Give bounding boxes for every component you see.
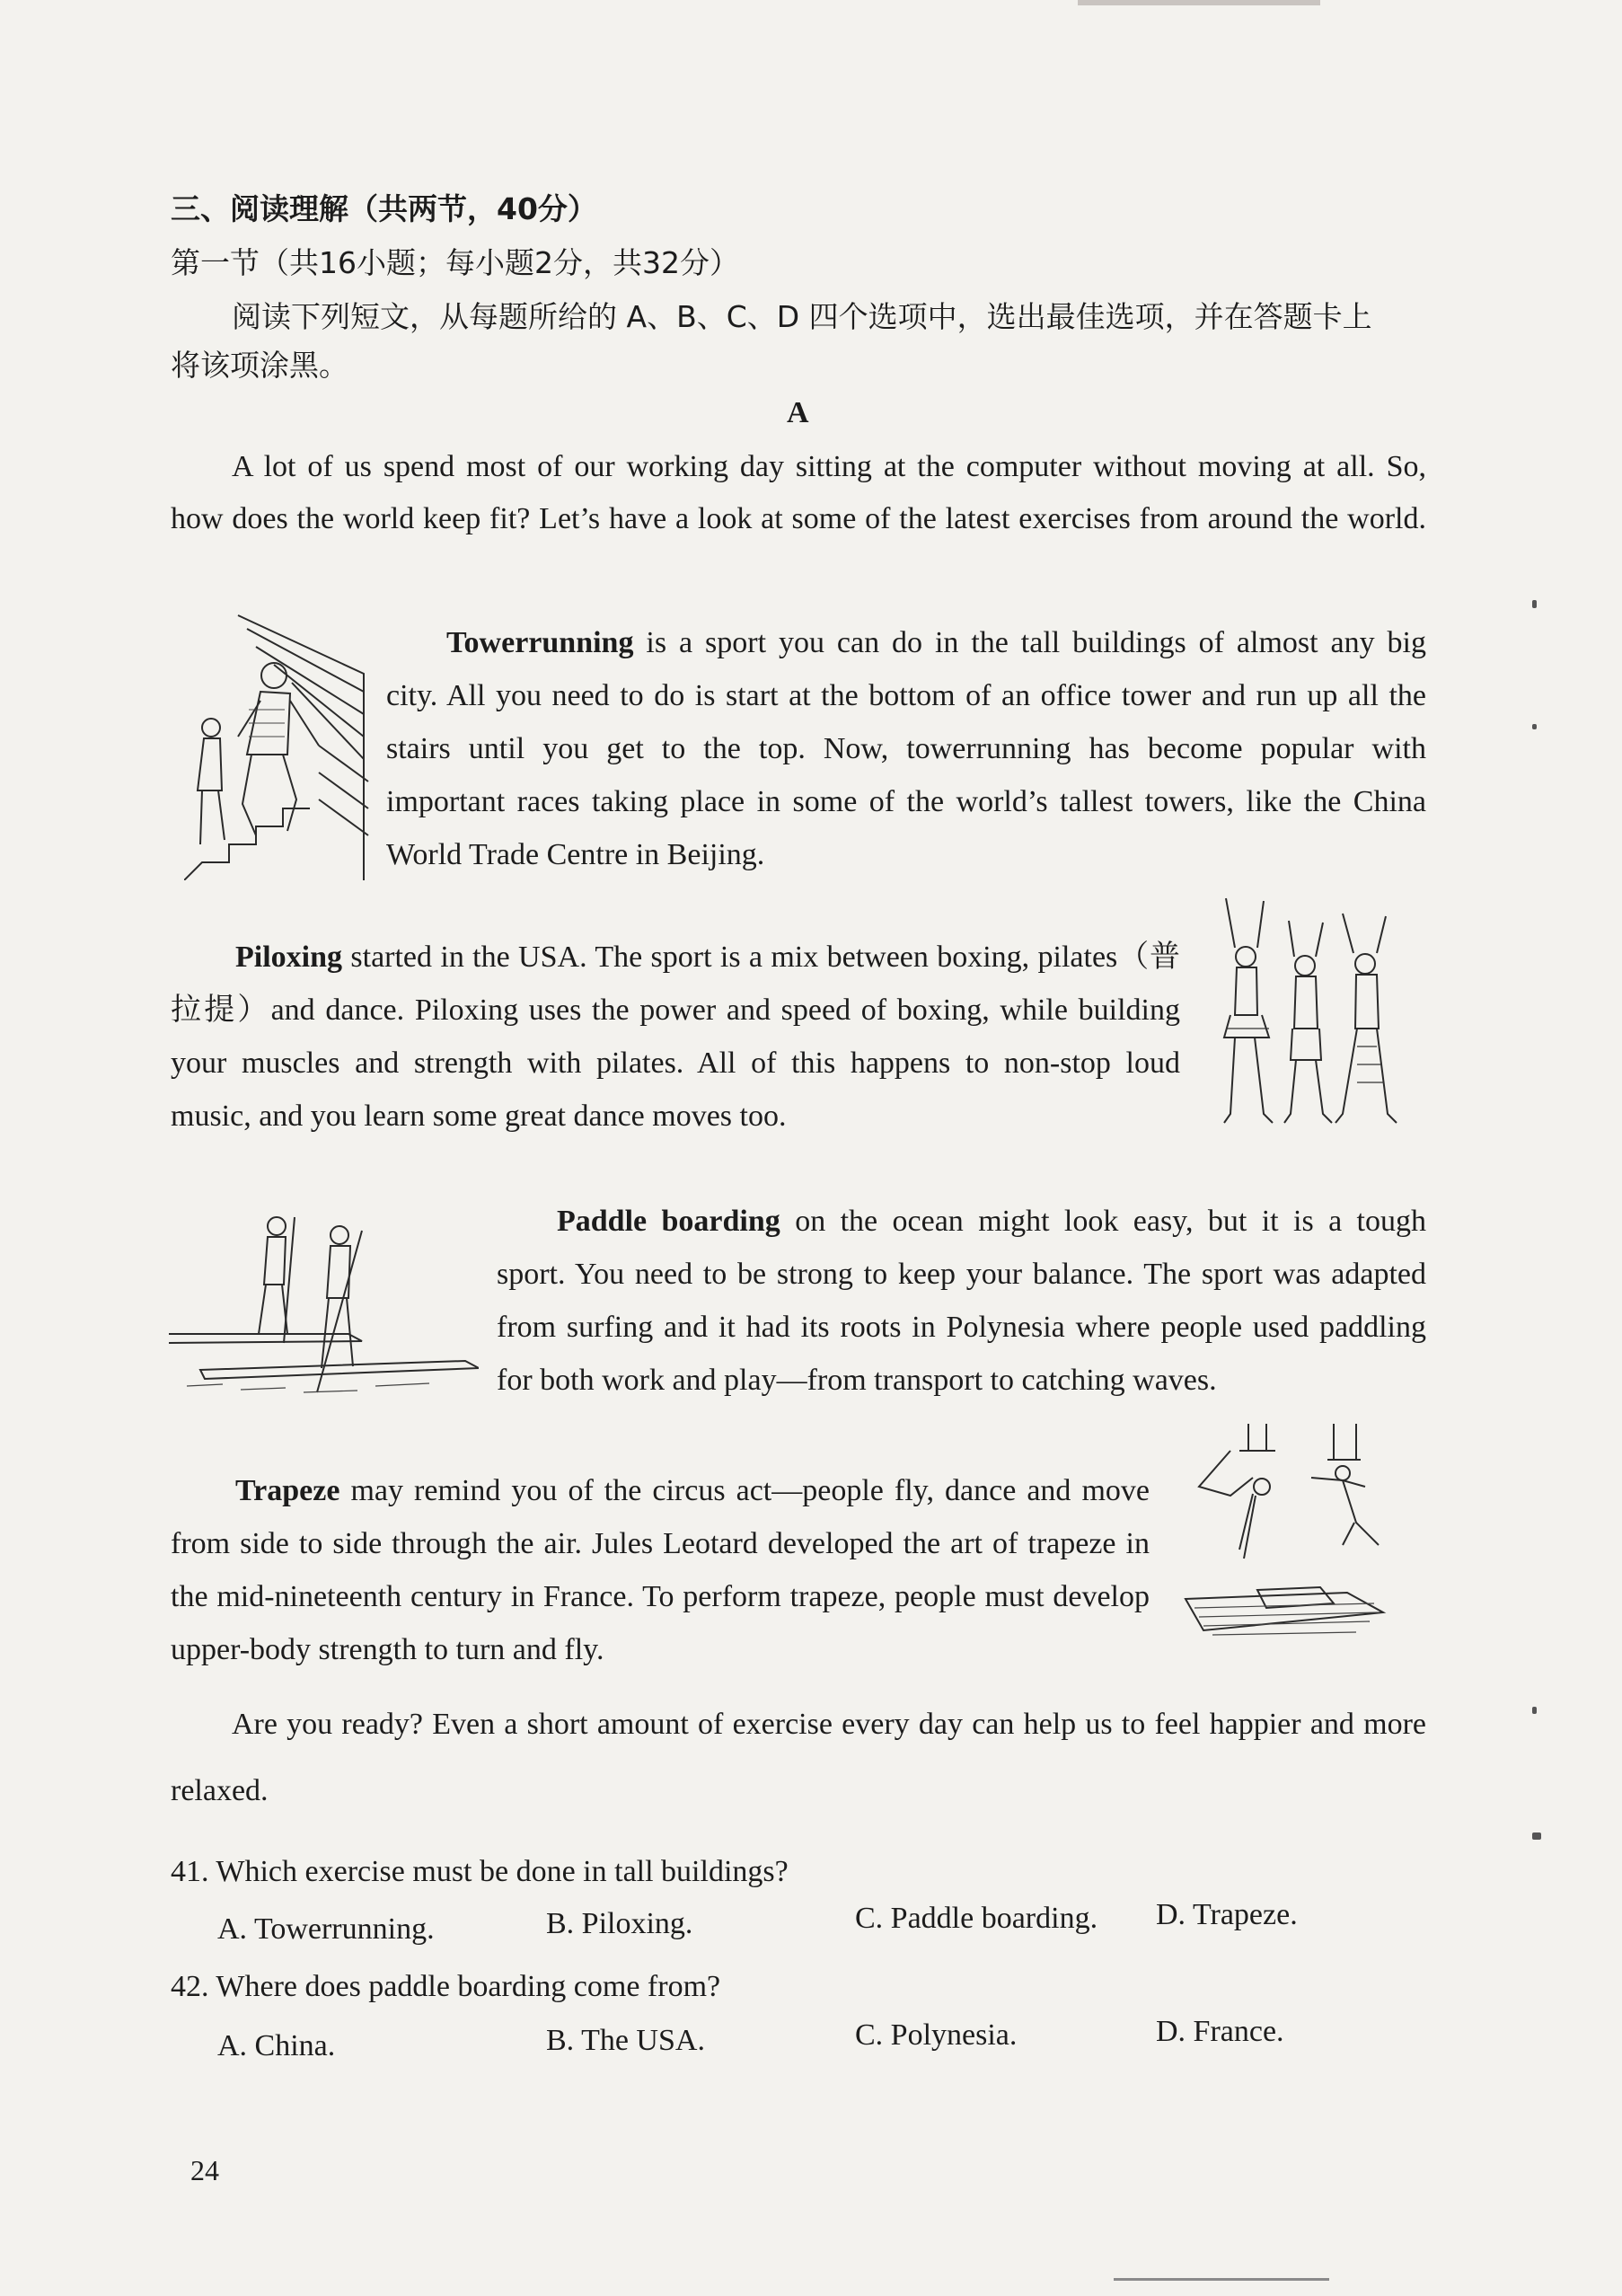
closing-line-1: Are you ready? Even a short amount of exercise every day can help us to feel happier and more — [232, 1708, 1426, 1741]
scan-edge-mark — [1114, 2278, 1329, 2281]
section-title: 三、阅读理解（共两节，40分） — [171, 191, 597, 226]
question-42-option-b[interactable]: B. The USA. — [546, 2024, 705, 2057]
scan-speck — [1532, 1707, 1537, 1714]
question-42-option-a[interactable]: A. China. — [217, 2029, 336, 2062]
intro-line-2: how does the world keep fit? Let’s have a look at some of the latest exercises from around the world. — [171, 502, 1426, 535]
scan-edge-mark — [1078, 0, 1320, 5]
towerrunning-line-2: city. All you need to do is start at the bottom of an office tower and run up all the — [386, 679, 1426, 712]
question-41-option-a[interactable]: A. Towerrunning. — [217, 1912, 435, 1946]
paddle-boarders-drawing — [169, 1208, 479, 1401]
paddle-line-1: Paddle boarding on the ocean might look easy, but it is a tough — [557, 1205, 1427, 1238]
page-number: 24 — [190, 2154, 219, 2186]
towerrunning-line-1: Towerrunning is a sport you can do in the tall buildings of almost any big — [446, 626, 1426, 659]
trapeze-line-3: the mid-nineteenth century in France. To perform trapeze, people must develop — [171, 1580, 1150, 1613]
piloxing-line-3: your muscles and strength with pilates. All of this happens to non-stop loud — [171, 1046, 1180, 1080]
question-42-option-c[interactable]: C. Polynesia. — [855, 2018, 1018, 2052]
piloxing-illustration — [1208, 894, 1406, 1132]
piloxing-line-1: Piloxing started in the USA. The sport is a mix between boxing, pilates（普 — [235, 940, 1180, 974]
paddle-boarding-illustration — [169, 1208, 479, 1401]
stair-climbers-drawing — [184, 611, 373, 880]
trapeze-line-2: from side to side through the air. Jules Leotard developed the art of trapeze in — [171, 1527, 1150, 1560]
instruction-line-2: 将该项涂黑。 — [171, 348, 348, 383]
question-42-option-d[interactable]: D. France. — [1156, 2015, 1284, 2048]
trapeze-term: Trapeze — [235, 1474, 340, 1507]
paddle-line-3: from surfing and it had its roots in Polynesia where people used paddling — [497, 1311, 1426, 1344]
towerrunning-line-5: World Trade Centre in Beijing. — [386, 838, 765, 871]
paddle-line-4: for both work and play—from transport to catching waves. — [497, 1364, 1217, 1397]
dancers-drawing — [1208, 894, 1406, 1132]
question-41-stem: 41. Which exercise must be done in tall buildings? — [171, 1855, 789, 1888]
towerrunning-term: Towerrunning — [446, 626, 634, 659]
scan-speck — [1532, 1832, 1541, 1840]
scan-speck — [1532, 724, 1537, 729]
paddle-line-2: sport. You need to be strong to keep your balance. The sport was adapted — [497, 1258, 1426, 1291]
trapeze-line-4: upper-body strength to turn and fly. — [171, 1633, 604, 1666]
question-41-option-d[interactable]: D. Trapeze. — [1156, 1898, 1298, 1931]
scan-speck — [1532, 600, 1537, 608]
piloxing-line-4: music, and you learn some great dance moves too. — [171, 1099, 787, 1133]
towerrunning-line-3: stairs until you get to the top. Now, towerrunning has become popular with — [386, 732, 1426, 765]
towerrunning-illustration — [184, 611, 373, 880]
trapeze-line-1: Trapeze may remind you of the circus act—people fly, dance and move — [235, 1474, 1150, 1507]
intro-line-1: A lot of us spend most of our working day sitting at the computer without moving at all. So, — [232, 450, 1426, 483]
trapeze-illustration — [1177, 1424, 1392, 1662]
piloxing-line-2: 拉提）and dance. Piloxing uses the power and speed of boxing, while building — [171, 993, 1180, 1027]
piloxing-term: Piloxing — [235, 940, 343, 974]
question-41-option-c[interactable]: C. Paddle boarding. — [855, 1902, 1098, 1935]
instruction-line-1: 阅读下列短文，从每题所给的 A、B、C、D 四个选项中，选出最佳选项，并在答题卡上 — [232, 299, 1372, 334]
passage-label: A — [787, 396, 809, 429]
trapeze-artists-drawing — [1177, 1424, 1392, 1662]
towerrunning-line-4: important races taking place in some of the world’s tallest towers, like the China — [386, 785, 1426, 818]
question-42-stem: 42. Where does paddle boarding come from? — [171, 1970, 721, 2003]
section-part: 第一节（共16小题；每小题2分，共32分） — [171, 245, 739, 280]
question-41-option-b[interactable]: B. Piloxing. — [546, 1907, 693, 1940]
closing-line-2: relaxed. — [171, 1774, 269, 1807]
paddle-term: Paddle boarding — [557, 1205, 780, 1238]
